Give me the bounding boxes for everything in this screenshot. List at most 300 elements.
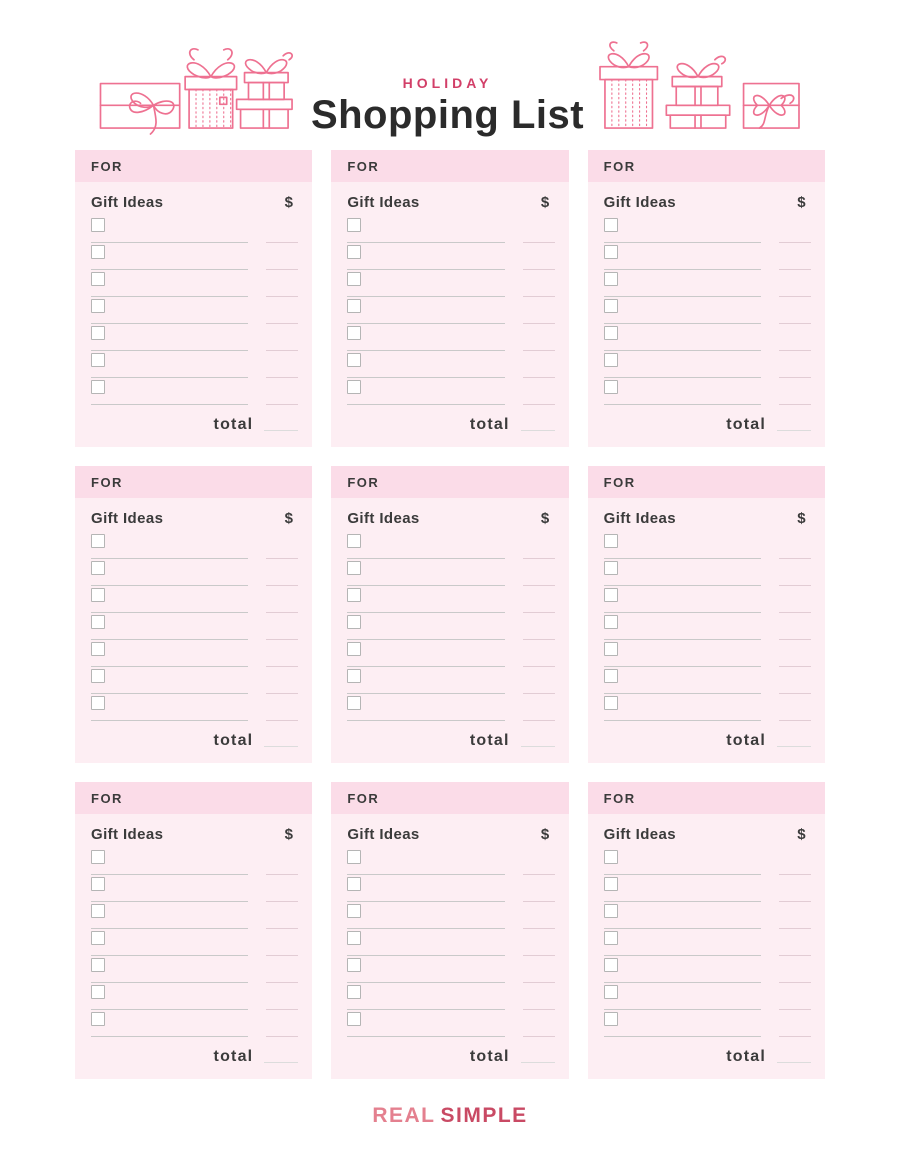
gift-name-write-line[interactable]	[347, 666, 504, 667]
checkbox[interactable]	[604, 299, 618, 313]
checkbox[interactable]	[347, 245, 361, 259]
gift-name-write-line[interactable]	[347, 639, 504, 640]
gift-name-write-line[interactable]	[347, 296, 504, 297]
gifts-right-illustration	[598, 38, 801, 137]
price-write-line[interactable]	[266, 585, 298, 586]
gift-name-write-line[interactable]	[91, 612, 248, 613]
price-write-line[interactable]	[523, 585, 555, 586]
price-write-line[interactable]	[779, 296, 811, 297]
price-write-line[interactable]	[779, 955, 811, 956]
checkbox[interactable]	[347, 904, 361, 918]
total-amount-line[interactable]	[777, 1062, 811, 1063]
price-write-line[interactable]	[523, 1009, 555, 1010]
gift-name-write-line[interactable]	[347, 982, 504, 983]
price-write-line[interactable]	[779, 242, 811, 243]
checkbox[interactable]	[604, 588, 618, 602]
gift-name-write-line[interactable]	[604, 693, 761, 694]
gift-item-row	[604, 533, 811, 560]
gift-name-write-line[interactable]	[347, 874, 504, 875]
gift-name-write-line[interactable]	[347, 269, 504, 270]
gift-item-row	[604, 1011, 811, 1038]
checkbox[interactable]	[347, 696, 361, 710]
checkbox[interactable]	[347, 588, 361, 602]
price-write-line[interactable]	[266, 558, 298, 559]
gift-name-write-line[interactable]	[347, 720, 504, 721]
checkbox[interactable]	[604, 877, 618, 891]
price-write-line[interactable]	[266, 1009, 298, 1010]
gift-name-write-line[interactable]	[347, 585, 504, 586]
gift-name-write-line[interactable]	[604, 585, 761, 586]
gift-name-write-line[interactable]	[604, 269, 761, 270]
price-write-line[interactable]	[266, 296, 298, 297]
gift-ideas-heading: Gift Ideas	[603, 826, 677, 843]
price-write-line[interactable]	[523, 296, 555, 297]
gift-item-row	[347, 533, 554, 560]
gift-name-write-line[interactable]	[347, 558, 504, 559]
checkbox[interactable]	[604, 931, 618, 945]
checkbox[interactable]	[604, 534, 618, 548]
footer	[0, 1105, 900, 1126]
price-write-line[interactable]	[266, 1036, 298, 1037]
checkbox[interactable]	[347, 1012, 361, 1026]
gift-item-row	[347, 849, 554, 876]
column-headings	[91, 510, 298, 527]
gift-name-write-line[interactable]	[91, 558, 248, 559]
gift-item-row	[604, 298, 811, 325]
price-write-line[interactable]	[779, 558, 811, 559]
brand-logo-simple: SIMPLE	[440, 1104, 528, 1127]
gift-ideas-heading: Gift Ideas	[347, 194, 420, 211]
for-label: FOR	[347, 158, 380, 174]
gift-name-write-line[interactable]	[604, 720, 761, 721]
gift-item-row	[91, 849, 298, 876]
price-write-line[interactable]	[266, 720, 298, 721]
price-write-line[interactable]	[523, 693, 555, 694]
gift-name-write-line[interactable]	[347, 323, 504, 324]
gift-item-row	[347, 352, 554, 379]
gift-name-write-line[interactable]	[347, 1036, 504, 1037]
checkbox[interactable]	[604, 218, 618, 232]
checkbox[interactable]	[347, 272, 361, 286]
gift-name-write-line[interactable]	[91, 693, 248, 694]
for-label: FOR	[91, 158, 123, 174]
price-write-line[interactable]	[523, 1036, 555, 1037]
checkbox[interactable]	[604, 696, 618, 710]
gift-name-write-line[interactable]	[604, 1036, 761, 1037]
checkbox[interactable]	[347, 534, 361, 548]
price-write-line[interactable]	[523, 323, 555, 324]
gift-name-write-line[interactable]	[347, 1009, 504, 1010]
checkbox[interactable]	[604, 353, 618, 367]
checkbox[interactable]	[91, 272, 105, 286]
card-for-field[interactable]	[75, 782, 312, 814]
price-write-line[interactable]	[523, 269, 555, 270]
card-for-field[interactable]	[331, 466, 568, 498]
price-write-line[interactable]	[266, 323, 298, 324]
gift-boxes-stacked-bow-icon	[666, 56, 729, 128]
checkbox[interactable]	[347, 353, 361, 367]
card-for-field[interactable]	[588, 782, 825, 814]
checkbox[interactable]	[604, 272, 618, 286]
gift-name-write-line[interactable]	[604, 612, 761, 613]
price-write-line[interactable]	[523, 874, 555, 875]
price-write-line[interactable]	[779, 639, 811, 640]
gift-name-write-line[interactable]	[604, 242, 761, 243]
checkbox[interactable]	[347, 561, 361, 575]
gift-name-write-line[interactable]	[347, 612, 504, 613]
price-write-line[interactable]	[266, 269, 298, 270]
column-headings	[347, 510, 554, 527]
card-body	[331, 498, 568, 763]
checkbox[interactable]	[91, 877, 105, 891]
column-headings	[91, 826, 298, 843]
checkbox[interactable]	[604, 380, 618, 394]
price-write-line[interactable]	[779, 720, 811, 721]
total-row	[347, 1045, 554, 1065]
price-write-line[interactable]	[779, 612, 811, 613]
card-body	[331, 814, 568, 1079]
card-for-field[interactable]	[75, 466, 312, 498]
checkbox[interactable]	[347, 669, 361, 683]
gift-name-write-line[interactable]	[347, 693, 504, 694]
gift-name-write-line[interactable]	[91, 982, 248, 983]
gift-item-row	[91, 930, 298, 957]
gift-name-write-line[interactable]	[91, 901, 248, 902]
gift-name-write-line[interactable]	[91, 666, 248, 667]
price-column-heading: $	[797, 510, 806, 527]
gift-item-row	[347, 668, 554, 695]
gift-item-row	[347, 560, 554, 587]
price-write-line[interactable]	[266, 901, 298, 902]
gift-item-row	[604, 379, 811, 406]
gift-name-write-line[interactable]	[604, 982, 761, 983]
gift-name-write-line[interactable]	[91, 639, 248, 640]
gift-list-card	[331, 782, 568, 1079]
gift-name-write-line[interactable]	[91, 323, 248, 324]
checkbox[interactable]	[604, 904, 618, 918]
total-amount-line[interactable]	[777, 746, 811, 747]
price-write-line[interactable]	[523, 666, 555, 667]
gift-name-write-line[interactable]	[604, 901, 761, 902]
checkbox[interactable]	[347, 958, 361, 972]
total-amount-line[interactable]	[521, 1062, 555, 1063]
checkbox[interactable]	[91, 669, 105, 683]
for-label: FOR	[603, 158, 636, 174]
gift-name-write-line[interactable]	[604, 377, 761, 378]
checkbox[interactable]	[604, 669, 618, 683]
checkbox[interactable]	[91, 588, 105, 602]
total-amount-line[interactable]	[521, 746, 555, 747]
gift-ideas-heading: Gift Ideas	[91, 510, 164, 527]
gift-ideas-heading: Gift Ideas	[347, 826, 420, 843]
price-write-line[interactable]	[523, 955, 555, 956]
total-label: total	[726, 732, 766, 749]
gift-item-row	[604, 587, 811, 614]
gift-name-write-line[interactable]	[604, 558, 761, 559]
checkbox[interactable]	[91, 218, 105, 232]
price-write-line[interactable]	[523, 720, 555, 721]
gift-name-write-line[interactable]	[91, 377, 248, 378]
price-write-line[interactable]	[523, 928, 555, 929]
checkbox[interactable]	[347, 642, 361, 656]
price-write-line[interactable]	[266, 693, 298, 694]
gift-name-write-line[interactable]	[91, 404, 248, 405]
gift-item-row	[91, 271, 298, 298]
total-amount-line[interactable]	[264, 1062, 298, 1063]
gift-item-row	[91, 668, 298, 695]
price-write-line[interactable]	[779, 901, 811, 902]
gift-name-write-line[interactable]	[604, 874, 761, 875]
title-block	[311, 75, 584, 137]
checkbox[interactable]	[347, 218, 361, 232]
card-body	[75, 182, 312, 447]
gift-item-row	[91, 325, 298, 352]
gift-name-write-line[interactable]	[91, 296, 248, 297]
gift-item-row	[91, 876, 298, 903]
checkbox[interactable]	[604, 958, 618, 972]
gift-item-row	[347, 641, 554, 668]
gift-name-write-line[interactable]	[91, 928, 248, 929]
checkbox[interactable]	[604, 642, 618, 656]
gift-name-write-line[interactable]	[604, 666, 761, 667]
price-write-line[interactable]	[523, 377, 555, 378]
total-amount-line[interactable]	[521, 430, 555, 431]
gift-name-write-line[interactable]	[604, 323, 761, 324]
checkbox[interactable]	[604, 985, 618, 999]
gift-boxes-stacked-bow-icon	[237, 53, 293, 128]
gift-name-write-line[interactable]	[604, 1009, 761, 1010]
checkbox[interactable]	[91, 615, 105, 629]
price-write-line[interactable]	[523, 982, 555, 983]
checkbox[interactable]	[347, 299, 361, 313]
checkbox[interactable]	[91, 642, 105, 656]
gift-item-row	[91, 217, 298, 244]
gift-name-write-line[interactable]	[604, 955, 761, 956]
checkbox[interactable]	[91, 534, 105, 548]
price-write-line[interactable]	[523, 558, 555, 559]
price-write-line[interactable]	[266, 874, 298, 875]
gift-item-rows	[91, 533, 298, 722]
gift-name-write-line[interactable]	[604, 639, 761, 640]
checkbox[interactable]	[91, 931, 105, 945]
gift-box-wide-bow-icon	[100, 84, 179, 134]
gift-name-write-line[interactable]	[91, 1036, 248, 1037]
price-write-line[interactable]	[779, 982, 811, 983]
price-column-heading: $	[540, 826, 550, 843]
card-body	[75, 498, 312, 763]
gift-item-rows	[347, 849, 554, 1038]
price-write-line[interactable]	[779, 666, 811, 667]
gift-item-row	[604, 271, 811, 298]
gift-name-write-line[interactable]	[91, 242, 248, 243]
gift-name-write-line[interactable]	[347, 928, 504, 929]
column-headings	[604, 510, 811, 527]
gift-item-row	[347, 325, 554, 352]
gift-item-row	[347, 876, 554, 903]
price-column-heading: $	[797, 826, 806, 843]
gift-name-write-line[interactable]	[604, 404, 761, 405]
gift-name-write-line[interactable]	[91, 585, 248, 586]
price-write-line[interactable]	[523, 639, 555, 640]
checkbox[interactable]	[347, 931, 361, 945]
checkbox[interactable]	[604, 326, 618, 340]
card-for-field[interactable]	[331, 782, 568, 814]
price-write-line[interactable]	[779, 1036, 811, 1037]
gift-name-write-line[interactable]	[347, 242, 504, 243]
checkbox[interactable]	[604, 615, 618, 629]
price-write-line[interactable]	[779, 323, 811, 324]
gift-name-write-line[interactable]	[91, 874, 248, 875]
gift-item-row	[347, 298, 554, 325]
gift-list-card	[331, 466, 568, 763]
price-write-line[interactable]	[779, 874, 811, 875]
card-for-field[interactable]	[75, 150, 312, 182]
total-amount-line[interactable]	[777, 430, 811, 431]
checkbox[interactable]	[604, 245, 618, 259]
price-write-line[interactable]	[266, 666, 298, 667]
column-headings	[347, 826, 554, 843]
price-write-line[interactable]	[523, 242, 555, 243]
checkbox[interactable]	[91, 958, 105, 972]
gift-list-card	[75, 782, 312, 1079]
gift-item-row	[604, 325, 811, 352]
gift-item-row	[347, 379, 554, 406]
price-write-line[interactable]	[266, 350, 298, 351]
checkbox[interactable]	[604, 850, 618, 864]
total-label: total	[213, 732, 254, 749]
for-label: FOR	[603, 474, 636, 490]
checkbox[interactable]	[347, 380, 361, 394]
checkbox[interactable]	[91, 245, 105, 259]
checkbox[interactable]	[604, 561, 618, 575]
gift-ideas-heading: Gift Ideas	[347, 510, 420, 527]
gift-item-row	[604, 217, 811, 244]
card-body	[588, 814, 825, 1079]
price-write-line[interactable]	[779, 1009, 811, 1010]
gift-name-write-line[interactable]	[91, 350, 248, 351]
gift-name-write-line[interactable]	[91, 720, 248, 721]
checkbox[interactable]	[91, 696, 105, 710]
price-write-line[interactable]	[523, 404, 555, 405]
for-label: FOR	[91, 474, 123, 490]
gift-ideas-heading: Gift Ideas	[91, 194, 164, 211]
gift-item-row	[604, 352, 811, 379]
price-write-line[interactable]	[266, 639, 298, 640]
checkbox[interactable]	[91, 985, 105, 999]
price-write-line[interactable]	[779, 350, 811, 351]
price-write-line[interactable]	[266, 377, 298, 378]
gift-name-write-line[interactable]	[347, 377, 504, 378]
gift-item-row	[347, 957, 554, 984]
gift-name-write-line[interactable]	[347, 350, 504, 351]
gift-item-row	[91, 560, 298, 587]
price-write-line[interactable]	[266, 242, 298, 243]
price-column-heading: $	[284, 194, 294, 211]
checkbox[interactable]	[91, 561, 105, 575]
price-write-line[interactable]	[779, 404, 811, 405]
gift-list-card	[75, 466, 312, 763]
header-eyebrow: HOLIDAY	[402, 75, 493, 91]
price-write-line[interactable]	[266, 612, 298, 613]
checkbox[interactable]	[91, 904, 105, 918]
gift-item-row	[604, 957, 811, 984]
checkbox[interactable]	[91, 850, 105, 864]
price-column-heading: $	[284, 826, 294, 843]
checkbox[interactable]	[347, 877, 361, 891]
card-for-field[interactable]	[588, 466, 825, 498]
price-write-line[interactable]	[523, 901, 555, 902]
for-label: FOR	[91, 790, 123, 806]
column-headings	[347, 194, 554, 211]
price-write-line[interactable]	[523, 612, 555, 613]
price-write-line[interactable]	[266, 404, 298, 405]
gift-name-write-line[interactable]	[91, 955, 248, 956]
gift-item-rows	[604, 217, 811, 406]
price-write-line[interactable]	[779, 585, 811, 586]
checkbox[interactable]	[347, 985, 361, 999]
total-row	[604, 413, 811, 433]
gift-item-row	[347, 244, 554, 271]
total-row	[347, 413, 554, 433]
price-column-heading: $	[797, 194, 806, 211]
total-row	[91, 413, 298, 433]
gift-name-write-line[interactable]	[347, 955, 504, 956]
gift-list-card	[75, 150, 312, 447]
total-amount-line[interactable]	[264, 430, 298, 431]
checkbox[interactable]	[347, 850, 361, 864]
price-write-line[interactable]	[266, 982, 298, 983]
card-body	[75, 814, 312, 1079]
page-title: Shopping List	[310, 93, 585, 137]
price-write-line[interactable]	[779, 377, 811, 378]
checkbox[interactable]	[91, 326, 105, 340]
price-write-line[interactable]	[779, 269, 811, 270]
card-for-field[interactable]	[331, 150, 568, 182]
gift-name-write-line[interactable]	[91, 1009, 248, 1010]
gift-name-write-line[interactable]	[347, 404, 504, 405]
gift-name-write-line[interactable]	[604, 350, 761, 351]
gift-ideas-heading: Gift Ideas	[91, 826, 164, 843]
total-amount-line[interactable]	[264, 746, 298, 747]
price-write-line[interactable]	[523, 350, 555, 351]
price-write-line[interactable]	[266, 928, 298, 929]
gift-item-rows	[604, 849, 811, 1038]
price-write-line[interactable]	[779, 928, 811, 929]
gift-item-row	[91, 533, 298, 560]
gift-name-write-line[interactable]	[604, 296, 761, 297]
gift-name-write-line[interactable]	[604, 928, 761, 929]
gift-name-write-line[interactable]	[91, 269, 248, 270]
gift-item-row	[604, 849, 811, 876]
price-write-line[interactable]	[266, 955, 298, 956]
price-column-heading: $	[540, 194, 550, 211]
checkbox[interactable]	[91, 1012, 105, 1026]
gift-item-row	[347, 217, 554, 244]
gift-list-card	[588, 150, 825, 447]
gift-item-row	[604, 876, 811, 903]
checkbox[interactable]	[91, 299, 105, 313]
checkbox[interactable]	[91, 380, 105, 394]
checkbox[interactable]	[347, 615, 361, 629]
card-body	[331, 182, 568, 447]
gift-name-write-line[interactable]	[347, 901, 504, 902]
checkbox[interactable]	[91, 353, 105, 367]
brand-logo-real: REAL	[372, 1104, 436, 1127]
price-write-line[interactable]	[779, 693, 811, 694]
card-for-field[interactable]	[588, 150, 825, 182]
checkbox[interactable]	[604, 1012, 618, 1026]
checkbox[interactable]	[347, 326, 361, 340]
